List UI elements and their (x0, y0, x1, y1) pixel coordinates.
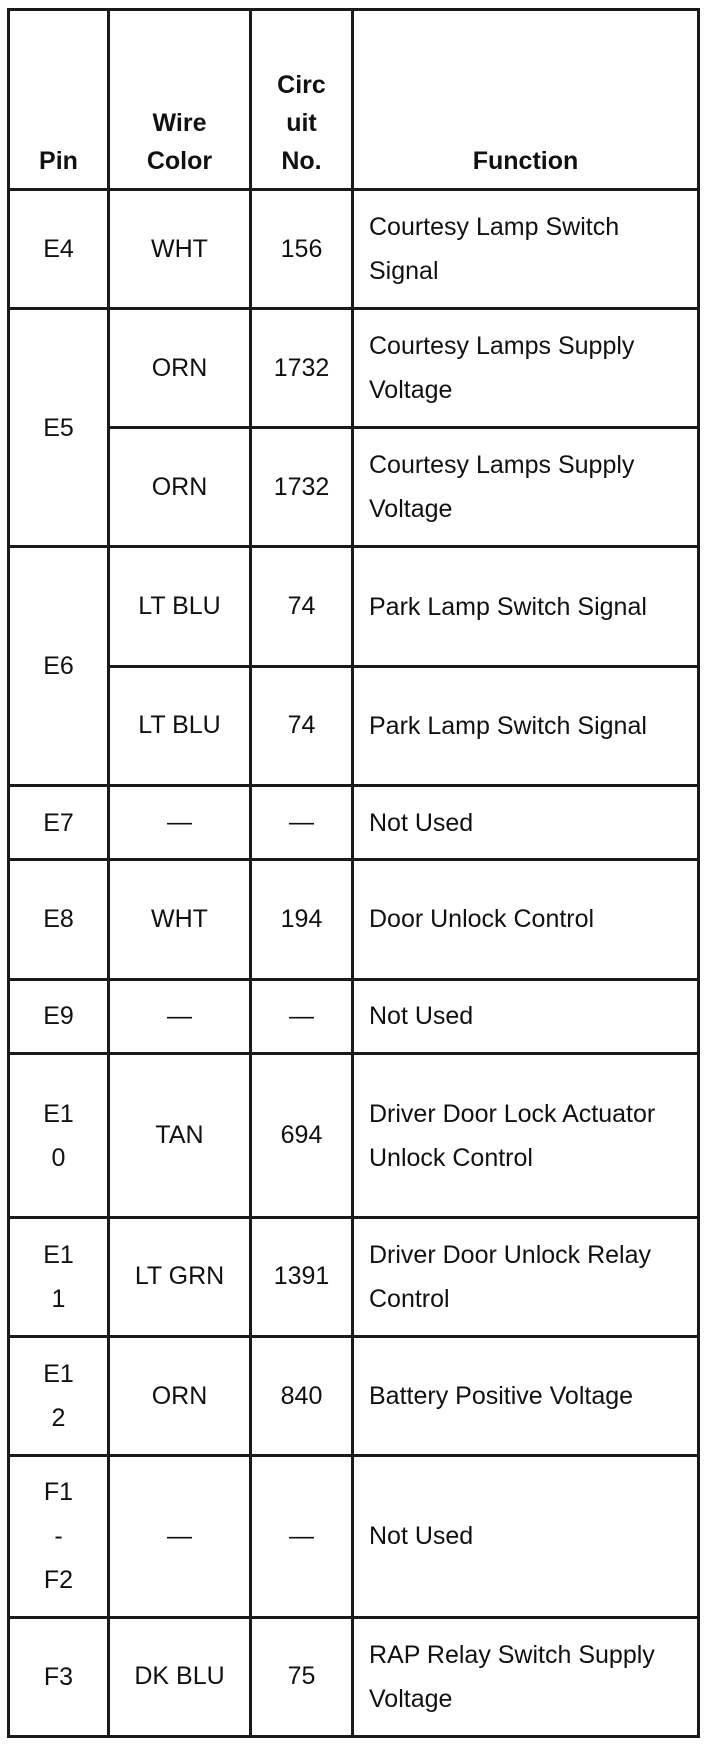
pin-cell: E8 (9, 860, 109, 979)
circuit-cell: — (251, 979, 353, 1054)
pin-cell: E11 (9, 1217, 109, 1336)
table-row (9, 1456, 699, 1617)
table-row (9, 547, 699, 666)
pin-cell: F3 (9, 1617, 109, 1736)
table-row (9, 1617, 699, 1736)
circuit-cell: 1732 (251, 428, 353, 547)
table-row (9, 190, 699, 309)
function-cell: Courtesy Lamps Supply Voltage (353, 428, 699, 547)
function-cell: Not Used (353, 1456, 699, 1617)
header-circuit-no: Circuit No. (251, 10, 353, 190)
pin-cell: E9 (9, 979, 109, 1054)
pin-cell: E7 (9, 785, 109, 860)
header-row (9, 10, 699, 190)
pin-cell: E6 (9, 547, 109, 785)
wire-color-cell: ORN (109, 428, 251, 547)
table-row (9, 428, 699, 547)
table-row (9, 1217, 699, 1336)
circuit-cell: 1391 (251, 1217, 353, 1336)
circuit-cell: — (251, 1456, 353, 1617)
circuit-cell: — (251, 785, 353, 860)
pin-cell: E5 (9, 309, 109, 547)
wire-color-cell: ORN (109, 1337, 251, 1456)
function-cell: Courtesy Lamps Supply Voltage (353, 309, 699, 428)
wire-color-cell: TAN (109, 1054, 251, 1218)
header-wire-color: Wire Color (109, 10, 251, 190)
circuit-cell: 156 (251, 190, 353, 309)
wire-color-cell: — (109, 785, 251, 860)
function-cell: Not Used (353, 785, 699, 860)
wire-color-cell: — (109, 979, 251, 1054)
wire-color-cell: WHT (109, 860, 251, 979)
pin-cell: E4 (9, 190, 109, 309)
table-row (9, 666, 699, 785)
header-pin: Pin (9, 10, 109, 190)
function-cell: Park Lamp Switch Signal (353, 547, 699, 666)
wire-color-cell: — (109, 1456, 251, 1617)
circuit-cell: 1732 (251, 309, 353, 428)
wire-color-cell: LT BLU (109, 547, 251, 666)
circuit-cell: 74 (251, 666, 353, 785)
circuit-cell: 694 (251, 1054, 353, 1218)
function-cell: Door Unlock Control (353, 860, 699, 979)
circuit-cell: 74 (251, 547, 353, 666)
function-cell: Courtesy Lamp Switch Signal (353, 190, 699, 309)
pin-cell: E12 (9, 1337, 109, 1456)
connector-pinout-table (7, 8, 700, 1738)
function-cell: Driver Door Lock Actuator Unlock Control (353, 1054, 699, 1218)
circuit-cell: 840 (251, 1337, 353, 1456)
pin-cell: F1-F2 (9, 1456, 109, 1617)
function-cell: RAP Relay Switch Supply Voltage (353, 1617, 699, 1736)
table-row (9, 979, 699, 1054)
function-cell: Not Used (353, 979, 699, 1054)
wire-color-cell: DK BLU (109, 1617, 251, 1736)
wire-color-cell: LT GRN (109, 1217, 251, 1336)
table-row (9, 309, 699, 428)
function-cell: Driver Door Unlock Relay Control (353, 1217, 699, 1336)
table-row (9, 1337, 699, 1456)
wire-color-cell: ORN (109, 309, 251, 428)
circuit-cell: 75 (251, 1617, 353, 1736)
wire-color-cell: WHT (109, 190, 251, 309)
header-function: Function (353, 10, 699, 190)
function-cell: Battery Positive Voltage (353, 1337, 699, 1456)
wire-color-cell: LT BLU (109, 666, 251, 785)
table-row (9, 860, 699, 979)
function-cell: Park Lamp Switch Signal (353, 666, 699, 785)
pin-cell: E10 (9, 1054, 109, 1218)
table-row (9, 1054, 699, 1218)
table-row (9, 785, 699, 860)
circuit-cell: 194 (251, 860, 353, 979)
